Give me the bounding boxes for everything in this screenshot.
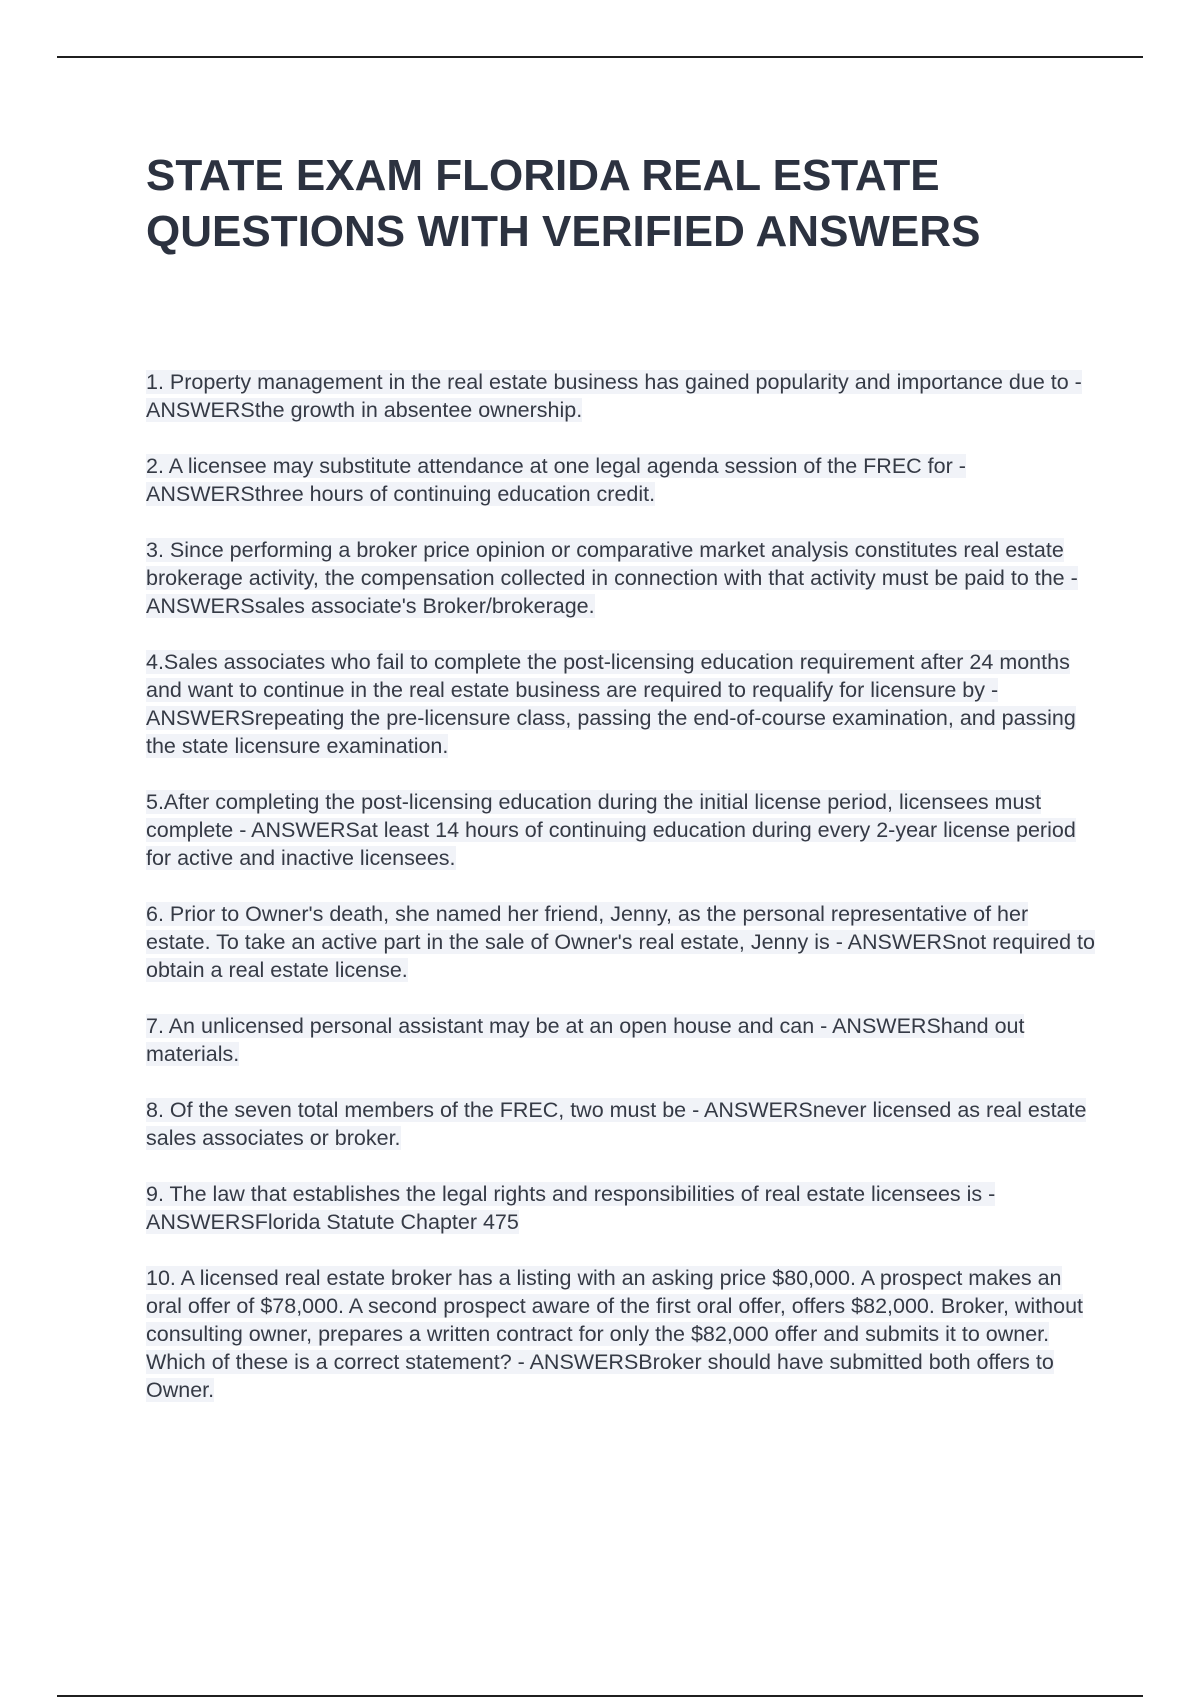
qa-text: 8. Of the seven total members of the FREC, two must be - ANSWERSnever licensed as real estate sales associates or broker. (146, 1098, 1087, 1150)
qa-text: 9. The law that establishes the legal rights and responsibilities of real estate licensees is - ANSWERSFlorida Statute Chapter 475 (146, 1182, 996, 1234)
bottom-divider (57, 1695, 1143, 1697)
list-item (146, 536, 1096, 620)
qa-text: 2. A licensee may substitute attendance at one legal agenda session of the FREC for - ANSWERSthree hours of continuing education credit. (146, 454, 966, 506)
list-item (146, 788, 1096, 872)
list-item (146, 900, 1096, 984)
list-item (146, 1264, 1096, 1404)
top-divider (57, 56, 1143, 58)
qa-text: 3. Since performing a broker price opinion or comparative market analysis constitutes real estate brokerage activity, the compensation collected in connection with that activity must be paid to the - ANSWERSsales associate's Broker/brokerage. (146, 538, 1078, 618)
list-item (146, 452, 1096, 508)
qa-text: 10. A licensed real estate broker has a listing with an asking price $80,000. A prospect makes an oral offer of $78,000. A second prospect aware of the first oral offer, offers $82,000. Broker, without consulting owner, prepares a written contract for only the $82,000 offer and submits it to owner. Which of these is a correct statement? - ANSWERSBroker should have submitted both offers to Owner. (146, 1266, 1084, 1402)
list-item (146, 1180, 1096, 1236)
list-item (146, 368, 1096, 424)
list-item (146, 1012, 1096, 1068)
list-item (146, 648, 1096, 760)
document-body (146, 148, 1096, 1402)
document-title: STATE EXAM FLORIDA REAL ESTATE QUESTIONS WITH VERIFIED ANSWERS (146, 151, 981, 256)
list-item (146, 1096, 1096, 1152)
qa-text: 6. Prior to Owner's death, she named her friend, Jenny, as the personal representative of her estate. To take an active part in the sale of Owner's real estate, Jenny is - ANSWERSnot required to obtain a real estate license. (146, 902, 1095, 982)
qa-list (146, 368, 1096, 1432)
qa-text: 1. Property management in the real estate business has gained popularity and importance due to - ANSWERSthe growth in absentee ownership. (146, 370, 1082, 422)
qa-text: 5.After completing the post-licensing education during the initial license period, licensees must complete - ANSWERSat least 14 hours of continuing education during every 2-year license period for active and inactive licensees. (146, 790, 1076, 870)
qa-text: 4.Sales associates who fail to complete the post-licensing education requirement after 24 months and want to continue in the real estate business are required to requalify for licensure by - ANSWERSrepeating the pre-licensure class, passing the end-of-course examination, and passing the state licensure examination. (146, 650, 1076, 758)
qa-text: 7. An unlicensed personal assistant may be at an open house and can - ANSWERShand out materials. (146, 1014, 1025, 1066)
